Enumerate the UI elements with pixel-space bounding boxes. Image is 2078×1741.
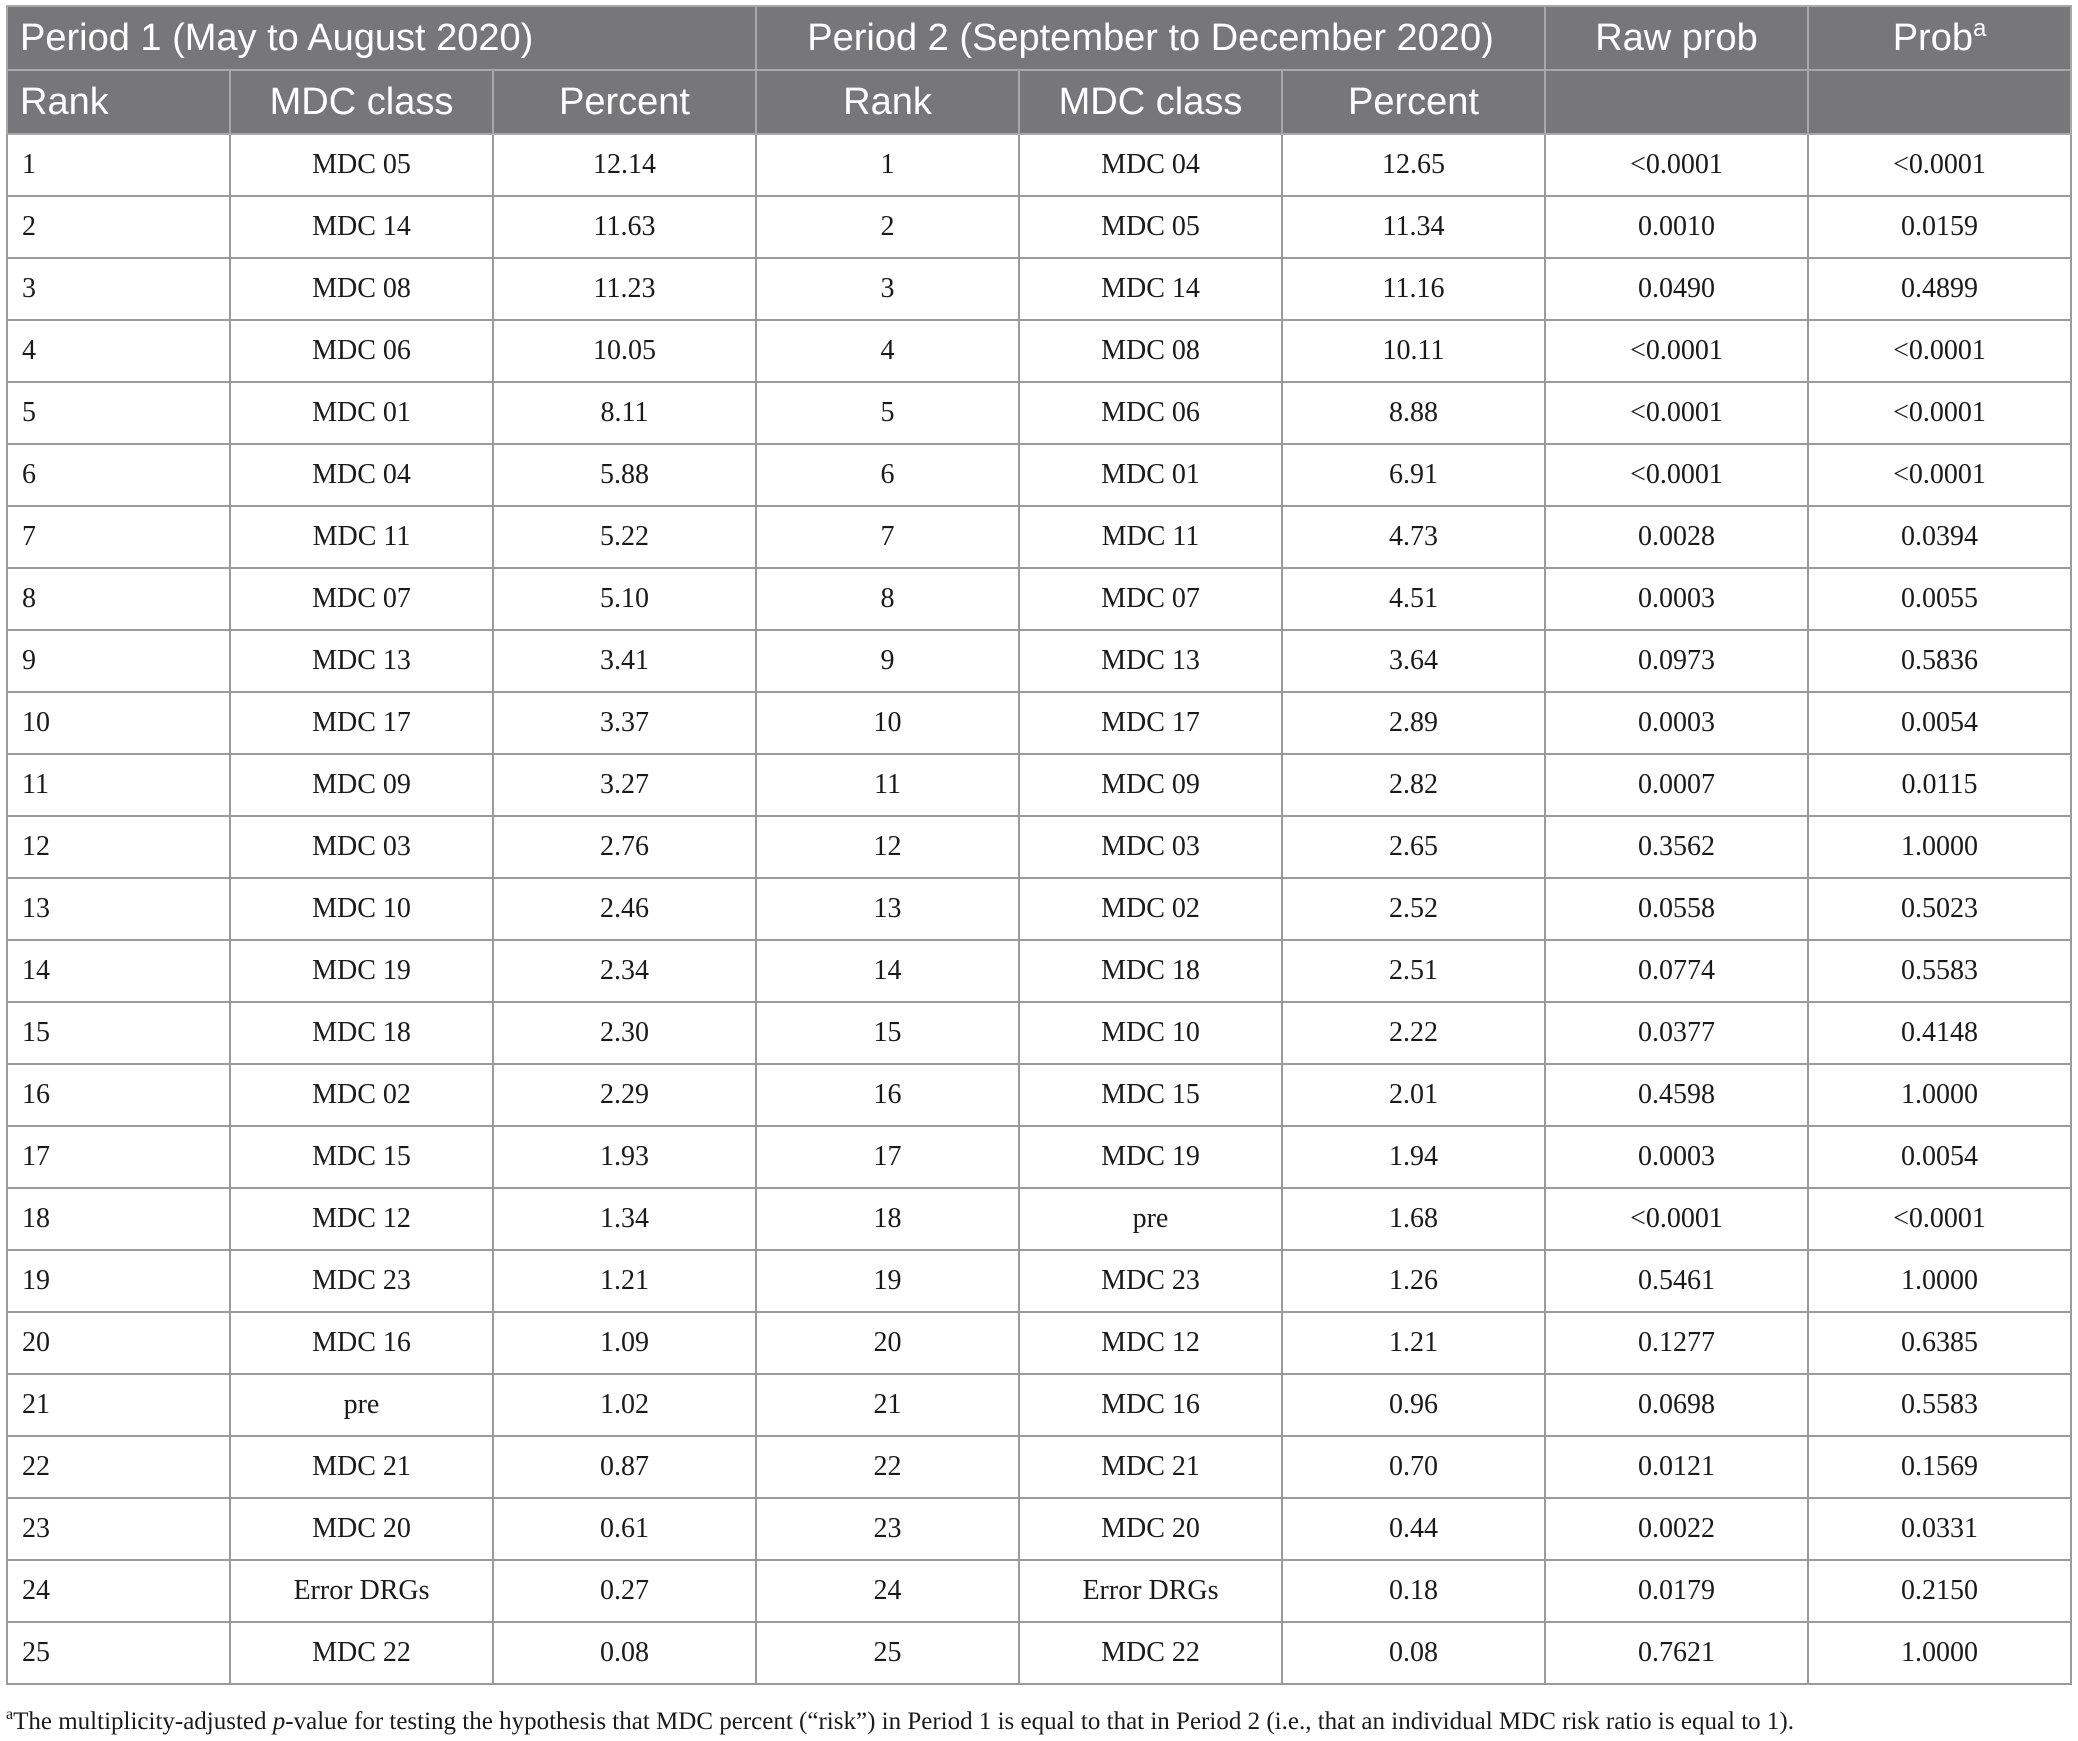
percent-p1-cell: 3.27 [493,754,756,816]
rank-p2-cell: 4 [756,320,1019,382]
mdc-class-p1-cell: MDC 18 [230,1002,493,1064]
table-row [7,1436,2071,1498]
footnote-italic-p: p [272,1708,286,1735]
percent-p2-cell: 4.73 [1282,506,1545,568]
percent-p1-cell: 2.29 [493,1064,756,1126]
percent-p1-cell: 5.10 [493,568,756,630]
prob-adjusted-cell: 0.5583 [1808,940,2071,1002]
raw-prob-cell: 0.0179 [1545,1560,1808,1622]
table-row [7,1498,2071,1560]
percent-p1-cell: 5.22 [493,506,756,568]
percent-p2-cell: 1.94 [1282,1126,1545,1188]
prob-header-label: Prob [1892,16,1973,59]
mdc-class-p1-cell: MDC 07 [230,568,493,630]
rank-p2-cell: 6 [756,444,1019,506]
footnote-text-after: -value for testing the hypothesis that MDC percent (“risk”) in Period 1 is equal to that in Period 2 (i.e., that an individual MDC risk ratio is equal to 1). [285,1708,1795,1735]
prob-adjusted-cell: 0.0054 [1808,1126,2071,1188]
percent-p2-cell: 2.82 [1282,754,1545,816]
mdc-class-p2-cell: MDC 10 [1019,1002,1282,1064]
mdc2-header: MDC class [1019,70,1282,134]
raw-prob-cell: 0.4598 [1545,1064,1808,1126]
results-table-container [6,5,2070,1685]
mdc-rank-table [6,5,2072,1685]
rank-p1-cell: 21 [7,1374,230,1436]
prob-adjusted-cell: 0.0115 [1808,754,2071,816]
footnote-marker: a [6,1706,14,1723]
raw-prob-cell: 0.0558 [1545,878,1808,940]
table-row [7,1374,2071,1436]
percent-p1-cell: 0.87 [493,1436,756,1498]
rank-p1-cell: 11 [7,754,230,816]
prob-adjusted-cell: <0.0001 [1808,1188,2071,1250]
rank-p2-cell: 22 [756,1436,1019,1498]
prob-adjusted-cell: 0.4148 [1808,1002,2071,1064]
prob-footnote-marker: a [1972,14,1987,42]
percent-p2-cell: 0.44 [1282,1498,1545,1560]
rank-p1-cell: 5 [7,382,230,444]
raw-prob-cell: 0.0003 [1545,568,1808,630]
raw-prob-cell: 0.3562 [1545,816,1808,878]
rank-p2-cell: 14 [756,940,1019,1002]
rank-p2-cell: 16 [756,1064,1019,1126]
mdc-class-p2-cell: MDC 06 [1019,382,1282,444]
prob-adjusted-cell: <0.0001 [1808,320,2071,382]
percent-p1-cell: 2.76 [493,816,756,878]
percent-p2-cell: 2.89 [1282,692,1545,754]
mdc-class-p1-cell: MDC 12 [230,1188,493,1250]
raw-prob-subheader [1545,70,1808,134]
mdc-class-p1-cell: MDC 10 [230,878,493,940]
mdc-class-p1-cell: MDC 09 [230,754,493,816]
mdc-class-p2-cell: MDC 18 [1019,940,1282,1002]
table-row [7,1126,2071,1188]
table-row [7,1064,2071,1126]
rank-p1-cell: 22 [7,1436,230,1498]
rank-p2-cell: 13 [756,878,1019,940]
rank-p2-cell: 25 [756,1622,1019,1684]
prob-adjusted-cell: 0.5023 [1808,878,2071,940]
table-row [7,630,2071,692]
raw-prob-cell: <0.0001 [1545,382,1808,444]
rank-p1-cell: 1 [7,134,230,196]
percent-p2-cell: 6.91 [1282,444,1545,506]
mdc-class-p1-cell: MDC 11 [230,506,493,568]
table-row [7,444,2071,506]
table-row [7,382,2071,444]
prob-adjusted-cell: <0.0001 [1808,444,2071,506]
prob-adjusted-cell: 1.0000 [1808,1250,2071,1312]
percent-p2-cell: 8.88 [1282,382,1545,444]
percent-p2-cell: 2.65 [1282,816,1545,878]
rank-p2-cell: 17 [756,1126,1019,1188]
prob-adjusted-cell: <0.0001 [1808,382,2071,444]
prob-adjusted-cell: 1.0000 [1808,1622,2071,1684]
mdc-class-p1-cell: MDC 05 [230,134,493,196]
rank-p2-cell: 9 [756,630,1019,692]
table-row [7,1560,2071,1622]
mdc-class-p1-cell: pre [230,1374,493,1436]
mdc-class-p1-cell: MDC 13 [230,630,493,692]
rank-p2-cell: 1 [756,134,1019,196]
percent-p2-cell: 11.34 [1282,196,1545,258]
raw-prob-cell: 0.0003 [1545,1126,1808,1188]
table-row [7,940,2071,1002]
percent-p2-cell: 2.22 [1282,1002,1545,1064]
percent2-header: Percent [1282,70,1545,134]
table-row [7,1622,2071,1684]
percent-p2-cell: 2.51 [1282,940,1545,1002]
percent-p1-cell: 11.63 [493,196,756,258]
mdc-class-p1-cell: MDC 22 [230,1622,493,1684]
prob-adjusted-cell: 0.0331 [1808,1498,2071,1560]
rank-p1-cell: 7 [7,506,230,568]
percent-p2-cell: 1.68 [1282,1188,1545,1250]
mdc-class-p2-cell: MDC 03 [1019,816,1282,878]
mdc-class-p2-cell: MDC 19 [1019,1126,1282,1188]
rank-p1-cell: 16 [7,1064,230,1126]
raw-prob-cell: 0.0698 [1545,1374,1808,1436]
raw-prob-cell: <0.0001 [1545,444,1808,506]
mdc-class-p2-cell: MDC 04 [1019,134,1282,196]
table-row [7,134,2071,196]
percent-p2-cell: 11.16 [1282,258,1545,320]
mdc-class-p1-cell: MDC 08 [230,258,493,320]
raw-prob-cell: 0.7621 [1545,1622,1808,1684]
percent-p1-cell: 0.61 [493,1498,756,1560]
prob-adjusted-cell: 1.0000 [1808,1064,2071,1126]
mdc-class-p1-cell: MDC 14 [230,196,493,258]
rank-p1-cell: 12 [7,816,230,878]
rank1-header: Rank [7,70,230,134]
mdc-class-p2-cell: MDC 21 [1019,1436,1282,1498]
prob-subheader [1808,70,2071,134]
percent-p2-cell: 3.64 [1282,630,1545,692]
table-row [7,320,2071,382]
rank-p2-cell: 10 [756,692,1019,754]
table-row [7,1312,2071,1374]
raw-prob-cell: 0.1277 [1545,1312,1808,1374]
mdc-class-p2-cell: MDC 22 [1019,1622,1282,1684]
mdc-class-p2-cell: MDC 17 [1019,692,1282,754]
raw-prob-cell: 0.5461 [1545,1250,1808,1312]
prob-adjusted-cell: 0.0054 [1808,692,2071,754]
raw-prob-cell: 0.0121 [1545,1436,1808,1498]
mdc-class-p2-cell: MDC 05 [1019,196,1282,258]
percent-p1-cell: 8.11 [493,382,756,444]
mdc-class-p2-cell: MDC 07 [1019,568,1282,630]
percent-p1-cell: 1.09 [493,1312,756,1374]
mdc-class-p1-cell: MDC 20 [230,1498,493,1560]
percent-p1-cell: 2.30 [493,1002,756,1064]
raw-prob-cell: <0.0001 [1545,134,1808,196]
rank-p2-cell: 20 [756,1312,1019,1374]
mdc-class-p1-cell: MDC 15 [230,1126,493,1188]
percent-p2-cell: 0.70 [1282,1436,1545,1498]
raw-prob-cell: 0.0377 [1545,1002,1808,1064]
mdc-class-p1-cell: MDC 02 [230,1064,493,1126]
mdc-class-p2-cell: MDC 12 [1019,1312,1282,1374]
percent-p1-cell: 1.21 [493,1250,756,1312]
mdc-class-p1-cell: MDC 01 [230,382,493,444]
rank-p2-cell: 5 [756,382,1019,444]
rank-p1-cell: 10 [7,692,230,754]
raw-prob-cell: 0.0007 [1545,754,1808,816]
rank-p2-cell: 15 [756,1002,1019,1064]
period2-header: Period 2 (September to December 2020) [756,6,1545,70]
mdc-class-p1-cell: MDC 23 [230,1250,493,1312]
rank-p1-cell: 15 [7,1002,230,1064]
rank-p1-cell: 20 [7,1312,230,1374]
raw-prob-cell: <0.0001 [1545,320,1808,382]
table-row [7,258,2071,320]
percent-p1-cell: 11.23 [493,258,756,320]
rank-p1-cell: 9 [7,630,230,692]
raw-prob-cell: 0.0003 [1545,692,1808,754]
table-row [7,754,2071,816]
percent-p1-cell: 12.14 [493,134,756,196]
rank-p2-cell: 2 [756,196,1019,258]
percent-p1-cell: 1.93 [493,1126,756,1188]
rank-p1-cell: 14 [7,940,230,1002]
percent-p2-cell: 1.26 [1282,1250,1545,1312]
mdc-class-p2-cell: MDC 13 [1019,630,1282,692]
raw-prob-cell: 0.0022 [1545,1498,1808,1560]
prob-adjusted-cell: 0.2150 [1808,1560,2071,1622]
rank-p1-cell: 4 [7,320,230,382]
mdc-class-p1-cell: Error DRGs [230,1560,493,1622]
rank-p1-cell: 13 [7,878,230,940]
table-row [7,1002,2071,1064]
rank-p1-cell: 3 [7,258,230,320]
prob-adjusted-cell: 0.0159 [1808,196,2071,258]
rank-p2-cell: 19 [756,1250,1019,1312]
rank-p1-cell: 6 [7,444,230,506]
mdc-class-p2-cell: MDC 08 [1019,320,1282,382]
raw-prob-cell: 0.0490 [1545,258,1808,320]
rank-p2-cell: 23 [756,1498,1019,1560]
rank-p2-cell: 12 [756,816,1019,878]
percent-p2-cell: 0.08 [1282,1622,1545,1684]
rank-p1-cell: 2 [7,196,230,258]
table-row [7,506,2071,568]
raw-prob-cell: <0.0001 [1545,1188,1808,1250]
rank-p2-cell: 7 [756,506,1019,568]
prob-adjusted-cell: 1.0000 [1808,816,2071,878]
rank-p2-cell: 11 [756,754,1019,816]
raw-prob-header: Raw prob [1545,6,1808,70]
mdc-class-p1-cell: MDC 17 [230,692,493,754]
period1-header: Period 1 (May to August 2020) [7,6,756,70]
table-body [7,134,2071,1684]
raw-prob-cell: 0.0973 [1545,630,1808,692]
header-row-columns [7,70,2071,134]
mdc-class-p2-cell: MDC 23 [1019,1250,1282,1312]
mdc-class-p1-cell: MDC 21 [230,1436,493,1498]
footnote-text-before: The multiplicity-adjusted [13,1708,273,1735]
mdc-class-p2-cell: MDC 11 [1019,506,1282,568]
mdc-class-p2-cell: Error DRGs [1019,1560,1282,1622]
rank-p1-cell: 23 [7,1498,230,1560]
mdc-class-p1-cell: MDC 16 [230,1312,493,1374]
prob-adjusted-cell: 0.0394 [1808,506,2071,568]
rank-p1-cell: 8 [7,568,230,630]
mdc-class-p2-cell: MDC 02 [1019,878,1282,940]
prob-adjusted-cell: 0.6385 [1808,1312,2071,1374]
mdc1-header: MDC class [230,70,493,134]
mdc-class-p2-cell: MDC 20 [1019,1498,1282,1560]
percent-p2-cell: 0.96 [1282,1374,1545,1436]
percent-p1-cell: 1.34 [493,1188,756,1250]
percent-p2-cell: 12.65 [1282,134,1545,196]
rank-p2-cell: 21 [756,1374,1019,1436]
prob-header [1808,6,2071,70]
table-row [7,878,2071,940]
mdc-class-p2-cell: MDC 09 [1019,754,1282,816]
rank-p2-cell: 24 [756,1560,1019,1622]
percent-p1-cell: 10.05 [493,320,756,382]
mdc-class-p2-cell: MDC 14 [1019,258,1282,320]
percent-p1-cell: 2.46 [493,878,756,940]
mdc-class-p1-cell: MDC 19 [230,940,493,1002]
percent-p2-cell: 2.52 [1282,878,1545,940]
rank-p1-cell: 19 [7,1250,230,1312]
table-row [7,816,2071,878]
percent-p1-cell: 2.34 [493,940,756,1002]
mdc-class-p2-cell: MDC 16 [1019,1374,1282,1436]
percent-p1-cell: 0.27 [493,1560,756,1622]
header-row-periods [7,6,2071,70]
rank-p2-cell: 18 [756,1188,1019,1250]
percent1-header: Percent [493,70,756,134]
rank-p1-cell: 25 [7,1622,230,1684]
percent-p1-cell: 3.41 [493,630,756,692]
mdc-class-p1-cell: MDC 04 [230,444,493,506]
percent-p2-cell: 1.21 [1282,1312,1545,1374]
mdc-class-p1-cell: MDC 06 [230,320,493,382]
prob-adjusted-cell: 0.1569 [1808,1436,2071,1498]
rank-p2-cell: 8 [756,568,1019,630]
rank-p1-cell: 17 [7,1126,230,1188]
percent-p1-cell: 0.08 [493,1622,756,1684]
percent-p1-cell: 1.02 [493,1374,756,1436]
mdc-class-p2-cell: pre [1019,1188,1282,1250]
percent-p2-cell: 2.01 [1282,1064,1545,1126]
prob-adjusted-cell: 0.4899 [1808,258,2071,320]
percent-p2-cell: 0.18 [1282,1560,1545,1622]
table-row [7,568,2071,630]
raw-prob-cell: 0.0010 [1545,196,1808,258]
mdc-class-p2-cell: MDC 15 [1019,1064,1282,1126]
prob-adjusted-cell: 0.0055 [1808,568,2071,630]
mdc-class-p2-cell: MDC 01 [1019,444,1282,506]
table-row [7,1188,2071,1250]
rank-p1-cell: 18 [7,1188,230,1250]
prob-adjusted-cell: 0.5836 [1808,630,2071,692]
prob-adjusted-cell: <0.0001 [1808,134,2071,196]
percent-p2-cell: 4.51 [1282,568,1545,630]
rank2-header: Rank [756,70,1019,134]
table-row [7,692,2071,754]
raw-prob-cell: 0.0774 [1545,940,1808,1002]
raw-prob-cell: 0.0028 [1545,506,1808,568]
rank-p1-cell: 24 [7,1560,230,1622]
percent-p1-cell: 3.37 [493,692,756,754]
rank-p2-cell: 3 [756,258,1019,320]
table-row [7,1250,2071,1312]
table-footnote [6,1708,1794,1736]
percent-p1-cell: 5.88 [493,444,756,506]
mdc-class-p1-cell: MDC 03 [230,816,493,878]
prob-adjusted-cell: 0.5583 [1808,1374,2071,1436]
percent-p2-cell: 10.11 [1282,320,1545,382]
table-row [7,196,2071,258]
